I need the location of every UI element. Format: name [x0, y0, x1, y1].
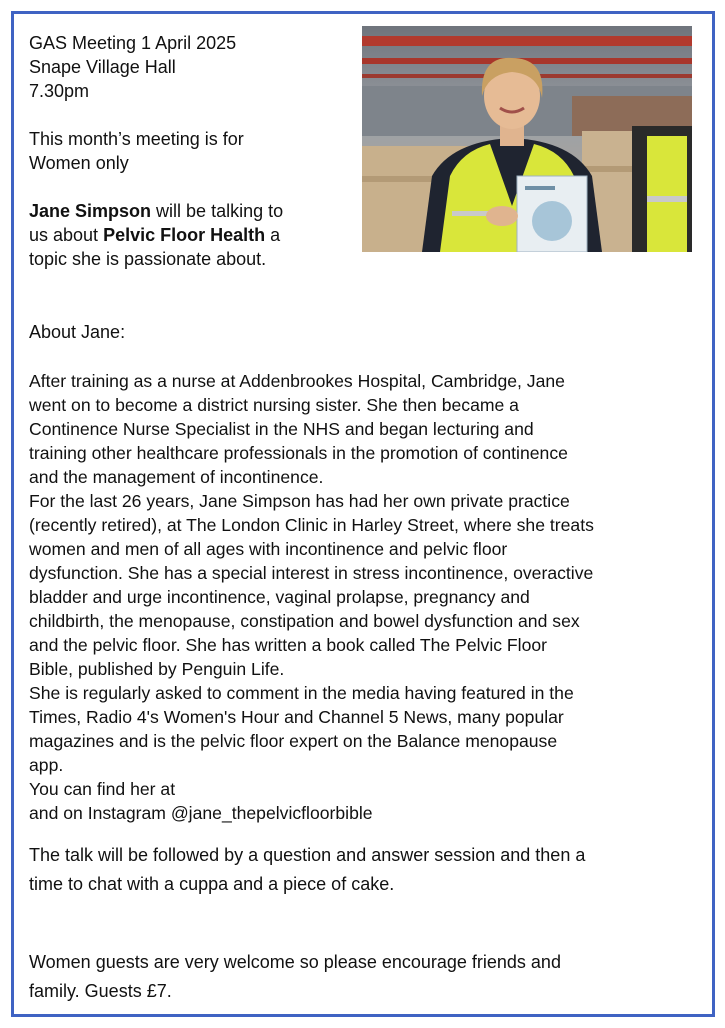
meeting-details: [29, 31, 236, 103]
bio-line: Times, Radio 4's Women's Hour and Channel 5 News, many popular: [29, 707, 564, 727]
notice-line-2: Women only: [29, 153, 129, 173]
speaker-line-1: [29, 199, 283, 223]
bio-line: For the last 26 years, Jane Simpson has had her own private practice: [29, 491, 570, 511]
guests-line-1: Women guests are very welcome so please encourage friends and: [29, 952, 561, 972]
notice-line-1: This month’s meeting is for: [29, 129, 244, 149]
bio-line: magazines and is the pelvic floor expert on the Balance menopause: [29, 731, 558, 751]
speaker-intro: [29, 199, 283, 271]
speaker-name: Jane Simpson: [29, 201, 152, 221]
bio-line: app.: [29, 755, 64, 775]
speaker-text-1: will be talking to: [151, 201, 284, 221]
talk-topic: Pelvic Floor Health: [103, 225, 266, 245]
speaker-text-2b: a: [265, 225, 281, 245]
about-heading: About Jane:: [29, 322, 126, 342]
guests-price: family. Guests £7.: [29, 981, 172, 1001]
bio-line: You can find her at: [29, 779, 176, 799]
bio-line: After training as a nurse at Addenbrookes Hospital, Cambridge, Jane: [29, 371, 565, 391]
bio-line: childbirth, the menopause, constipation and bowel dysfunction and sex: [29, 611, 580, 631]
after-talk-info: [29, 841, 585, 899]
meeting-title: GAS Meeting 1 April 2025: [29, 33, 237, 53]
bio-line: (recently retired), at The London Clinic in Harley Street, where she treats: [29, 515, 594, 535]
after-talk-line-2: time to chat with a cuppa and a piece of cake.: [29, 874, 395, 894]
after-talk-line-1: The talk will be followed by a question and answer session and then a: [29, 845, 586, 865]
bio-line: training other healthcare professionals in the promotion of continence: [29, 443, 568, 463]
audience-notice: [29, 127, 244, 175]
bio-line: She is regularly asked to comment in the media having featured in the: [29, 683, 574, 703]
meeting-time: 7.30pm: [29, 81, 90, 101]
bio-line: dysfunction. She has a special interest in stress incontinence, overactive: [29, 563, 594, 583]
speaker-text-2a: us about: [29, 225, 104, 245]
speaker-photo: [362, 26, 692, 252]
instagram-handle: and on Instagram @jane_thepelvicfloorbible: [29, 803, 373, 823]
meeting-venue: Snape Village Hall: [29, 57, 176, 77]
bio-line: went on to become a district nursing sister. She then became a: [29, 395, 519, 415]
guests-info: [29, 948, 561, 1006]
bio-line: and the pelvic floor. She has written a book called The Pelvic Floor: [29, 635, 548, 655]
bio-line: women and men of all ages with incontinence and pelvic floor: [29, 539, 508, 559]
speaker-line-2: [29, 223, 283, 247]
bio-line: bladder and urge incontinence, vaginal prolapse, pregnancy and: [29, 587, 530, 607]
bio-line: Continence Nurse Specialist in the NHS and began lecturing and: [29, 419, 534, 439]
bio-line: Bible, published by Penguin Life.: [29, 659, 285, 679]
bio-text: [29, 369, 594, 825]
bio-line: and the management of incontinence.: [29, 467, 324, 487]
speaker-line-3: topic she is passionate about.: [29, 249, 267, 269]
